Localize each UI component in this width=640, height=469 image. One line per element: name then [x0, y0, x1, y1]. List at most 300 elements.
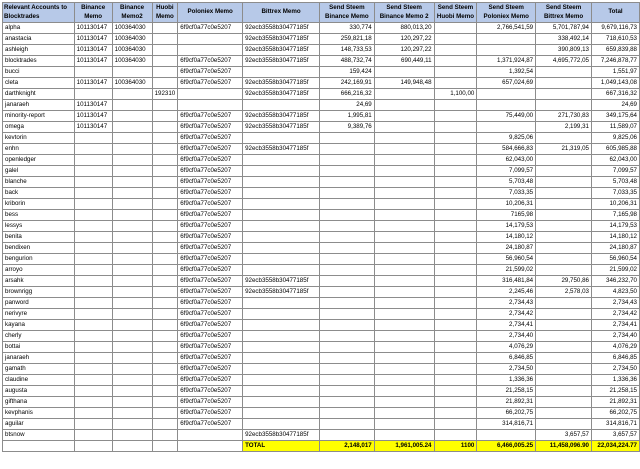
- bittrex-memo-cell: 92ecb3558b30477185f: [243, 78, 320, 89]
- send-poloniex-cell: 66,202,75: [477, 408, 536, 419]
- bittrex-memo-cell: [243, 386, 320, 397]
- binance-memo2-cell: [112, 67, 152, 78]
- send-binance-cell: 259,821,18: [319, 34, 374, 45]
- binance-memo2-cell: [112, 199, 152, 210]
- send-bittrex-cell: [536, 155, 592, 166]
- binance-memo2-cell: [112, 265, 152, 276]
- row-total-cell: 7,033,35: [591, 188, 639, 199]
- table-row: [3, 375, 640, 386]
- huobi-memo-cell: [152, 45, 178, 56]
- huobi-memo-cell: [152, 133, 178, 144]
- binance-memo2-cell: 100364030: [112, 78, 152, 89]
- poloniex-memo-cell: 6f9cf0a77c0e5207: [178, 210, 243, 221]
- send-huobi-cell: [434, 199, 477, 210]
- total-blank-cell: [152, 441, 178, 452]
- row-total-cell: 7,165,98: [591, 210, 639, 221]
- row-total-cell: 1,551,97: [591, 67, 639, 78]
- binance-memo-cell: [74, 221, 112, 232]
- send-binance-cell: [319, 320, 374, 331]
- huobi-memo-cell: [152, 243, 178, 254]
- send-huobi-cell: [434, 67, 477, 78]
- row-total-cell: 659,839,88: [591, 45, 639, 56]
- send-binance2-cell: [374, 155, 434, 166]
- send-huobi-cell: [434, 78, 477, 89]
- row-total-cell: 3,657,57: [591, 430, 639, 441]
- send-bittrex-cell: [536, 331, 592, 342]
- binance-memo-cell: [74, 67, 112, 78]
- row-total-cell: 24,69: [591, 100, 639, 111]
- bittrex-memo-cell: 92ecb3558b30477185f: [243, 56, 320, 67]
- send-huobi-cell: [434, 23, 477, 34]
- total-poloniex: 6,466,005.25: [477, 441, 536, 452]
- send-bittrex-cell: [536, 232, 592, 243]
- poloniex-memo-cell: 6f9cf0a77c0e5207: [178, 419, 243, 430]
- send-huobi-cell: [434, 298, 477, 309]
- send-huobi-cell: [434, 188, 477, 199]
- table-row: [3, 430, 640, 441]
- table-row: [3, 45, 640, 56]
- send-binance-cell: [319, 254, 374, 265]
- huobi-memo-cell: [152, 265, 178, 276]
- binance-memo-cell: [74, 144, 112, 155]
- account-name-cell: openledger: [3, 155, 75, 166]
- send-binance-cell: 242,169,91: [319, 78, 374, 89]
- account-name-cell: enhn: [3, 144, 75, 155]
- send-bittrex-cell: 3,657,57: [536, 430, 592, 441]
- send-binance-cell: [319, 155, 374, 166]
- huobi-memo-cell: [152, 232, 178, 243]
- account-name-cell: arsahk: [3, 276, 75, 287]
- huobi-memo-cell: [152, 408, 178, 419]
- send-poloniex-cell: 314,816,71: [477, 419, 536, 430]
- binance-memo-cell: 101130147: [74, 23, 112, 34]
- binance-memo2-cell: [112, 243, 152, 254]
- binance-memo2-cell: [112, 133, 152, 144]
- binance-memo-cell: [74, 397, 112, 408]
- send-huobi-cell: [434, 386, 477, 397]
- blocktrades-accounts-table: [2, 2, 640, 452]
- huobi-memo-cell: [152, 364, 178, 375]
- table-row: [3, 155, 640, 166]
- send-poloniex-cell: 21,258,15: [477, 386, 536, 397]
- send-binance2-cell: [374, 254, 434, 265]
- account-name-cell: bendixen: [3, 243, 75, 254]
- send-bittrex-cell: [536, 419, 592, 430]
- send-binance2-cell: [374, 100, 434, 111]
- account-name-cell: kayana: [3, 320, 75, 331]
- huobi-memo-cell: [152, 342, 178, 353]
- binance-memo2-cell: [112, 111, 152, 122]
- row-total-cell: 5,703,48: [591, 177, 639, 188]
- send-binance2-cell: [374, 188, 434, 199]
- send-huobi-cell: [434, 155, 477, 166]
- send-poloniex-cell: 4,076,29: [477, 342, 536, 353]
- table-row: [3, 342, 640, 353]
- send-binance-cell: 1,995,81: [319, 111, 374, 122]
- account-name-cell: lessys: [3, 221, 75, 232]
- send-bittrex-cell: [536, 320, 592, 331]
- send-binance2-cell: [374, 430, 434, 441]
- binance-memo2-cell: [112, 287, 152, 298]
- send-poloniex-cell: 7,099,57: [477, 166, 536, 177]
- send-poloniex-cell: [477, 45, 536, 56]
- send-binance-cell: [319, 386, 374, 397]
- send-binance2-cell: [374, 353, 434, 364]
- send-binance2-cell: [374, 375, 434, 386]
- send-binance-cell: [319, 144, 374, 155]
- huobi-memo-cell: [152, 221, 178, 232]
- table-row: [3, 265, 640, 276]
- bittrex-memo-cell: [243, 309, 320, 320]
- send-huobi-cell: [434, 221, 477, 232]
- account-name-cell: bengurion: [3, 254, 75, 265]
- send-bittrex-cell: [536, 353, 592, 364]
- send-bittrex-cell: [536, 210, 592, 221]
- binance-memo-cell: [74, 199, 112, 210]
- binance-memo2-cell: [112, 276, 152, 287]
- send-bittrex-cell: [536, 89, 592, 100]
- binance-memo-cell: [74, 243, 112, 254]
- row-total-cell: 11,589,07: [591, 122, 639, 133]
- send-poloniex-cell: 2,734,42: [477, 309, 536, 320]
- row-total-cell: 4,823,50: [591, 287, 639, 298]
- send-huobi-cell: [434, 100, 477, 111]
- send-poloniex-cell: 2,734,43: [477, 298, 536, 309]
- send-binance2-cell: [374, 122, 434, 133]
- send-binance2-cell: [374, 320, 434, 331]
- binance-memo2-cell: [112, 188, 152, 199]
- row-total-cell: 2,734,42: [591, 309, 639, 320]
- table-row: [3, 166, 640, 177]
- send-bittrex-cell: 21,319,05: [536, 144, 592, 155]
- send-binance2-cell: [374, 232, 434, 243]
- binance-memo-cell: [74, 364, 112, 375]
- binance-memo2-cell: [112, 254, 152, 265]
- account-name-cell: gifthana: [3, 397, 75, 408]
- account-name-cell: nerivyre: [3, 309, 75, 320]
- total-blank-cell: [112, 441, 152, 452]
- table-row: [3, 122, 640, 133]
- huobi-memo-cell: [152, 419, 178, 430]
- total-blank-cell: [74, 441, 112, 452]
- bittrex-memo-cell: 92ecb3558b30477185f: [243, 430, 320, 441]
- row-total-cell: 14,179,53: [591, 221, 639, 232]
- table-row: [3, 221, 640, 232]
- send-huobi-cell: [434, 144, 477, 155]
- send-poloniex-cell: 1,336,36: [477, 375, 536, 386]
- send-binance2-cell: [374, 364, 434, 375]
- binance-memo-cell: [74, 166, 112, 177]
- table-row: [3, 287, 640, 298]
- huobi-memo-cell: [152, 430, 178, 441]
- bittrex-memo-cell: [243, 199, 320, 210]
- send-bittrex-cell: 29,750,86: [536, 276, 592, 287]
- huobi-memo-cell: [152, 111, 178, 122]
- send-binance2-cell: [374, 276, 434, 287]
- row-total-cell: 9,825,06: [591, 133, 639, 144]
- send-huobi-cell: [434, 254, 477, 265]
- row-total-cell: 10,206,31: [591, 199, 639, 210]
- send-huobi-cell: [434, 232, 477, 243]
- send-poloniex-cell: 75,449,00: [477, 111, 536, 122]
- table-row: [3, 243, 640, 254]
- binance-memo2-cell: [112, 419, 152, 430]
- row-total-cell: 6,846,85: [591, 353, 639, 364]
- poloniex-memo-cell: 6f9cf0a77c0e5207: [178, 342, 243, 353]
- send-binance2-cell: [374, 177, 434, 188]
- send-bittrex-cell: [536, 364, 592, 375]
- table-row: [3, 210, 640, 221]
- send-poloniex-cell: 584,666,83: [477, 144, 536, 155]
- account-name-cell: blocktrades: [3, 56, 75, 67]
- bittrex-memo-cell: 92ecb3558b30477185f: [243, 122, 320, 133]
- bittrex-memo-cell: [243, 265, 320, 276]
- bittrex-memo-cell: [243, 188, 320, 199]
- binance-memo-cell: 101130147: [74, 45, 112, 56]
- send-huobi-cell: [434, 342, 477, 353]
- huobi-memo-cell: [152, 397, 178, 408]
- binance-memo-cell: [74, 309, 112, 320]
- table-row: [3, 408, 640, 419]
- account-name-cell: btsnow: [3, 430, 75, 441]
- total-grand: 22,034,224.77: [591, 441, 639, 452]
- table-row: [3, 199, 640, 210]
- send-binance2-cell: [374, 243, 434, 254]
- send-bittrex-cell: 2,578,03: [536, 287, 592, 298]
- account-name-cell: kevtorin: [3, 133, 75, 144]
- bittrex-memo-cell: [243, 243, 320, 254]
- account-name-cell: minority-report: [3, 111, 75, 122]
- poloniex-memo-cell: 6f9cf0a77c0e5207: [178, 221, 243, 232]
- poloniex-memo-cell: 6f9cf0a77c0e5207: [178, 408, 243, 419]
- huobi-memo-cell: [152, 287, 178, 298]
- poloniex-memo-cell: [178, 100, 243, 111]
- huobi-memo-cell: [152, 144, 178, 155]
- send-huobi-cell: [434, 397, 477, 408]
- bittrex-memo-cell: [243, 408, 320, 419]
- row-total-cell: 349,175,64: [591, 111, 639, 122]
- row-total-cell: 2,734,41: [591, 320, 639, 331]
- send-binance-cell: [319, 419, 374, 430]
- send-huobi-cell: [434, 353, 477, 364]
- send-binance-cell: [319, 408, 374, 419]
- send-bittrex-cell: [536, 100, 592, 111]
- send-binance-cell: [319, 353, 374, 364]
- send-poloniex-cell: 2,734,50: [477, 364, 536, 375]
- poloniex-memo-cell: 6f9cf0a77c0e5207: [178, 254, 243, 265]
- send-binance2-cell: [374, 419, 434, 430]
- row-total-cell: 9,679,116,73: [591, 23, 639, 34]
- row-total-cell: 667,316,32: [591, 89, 639, 100]
- table-row: [3, 309, 640, 320]
- total-blank-cell: [178, 441, 243, 452]
- send-binance2-cell: [374, 89, 434, 100]
- send-poloniex-cell: 2,245,46: [477, 287, 536, 298]
- row-total-cell: 2,734,43: [591, 298, 639, 309]
- binance-memo2-cell: [112, 221, 152, 232]
- poloniex-memo-cell: 6f9cf0a77c0e5207: [178, 243, 243, 254]
- send-binance-cell: [319, 430, 374, 441]
- send-poloniex-cell: 56,960,54: [477, 254, 536, 265]
- binance-memo2-cell: [112, 89, 152, 100]
- poloniex-memo-cell: 6f9cf0a77c0e5207: [178, 133, 243, 144]
- row-total-cell: 56,960,54: [591, 254, 639, 265]
- bittrex-memo-cell: 92ecb3558b30477185f: [243, 111, 320, 122]
- send-bittrex-cell: [536, 386, 592, 397]
- header-binance-memo2: Binance Memo2: [112, 3, 152, 23]
- send-poloniex-cell: 6,846,85: [477, 353, 536, 364]
- send-binance2-cell: 690,449,11: [374, 56, 434, 67]
- account-name-cell: panword: [3, 298, 75, 309]
- account-name-cell: arroyo: [3, 265, 75, 276]
- table-row: [3, 111, 640, 122]
- send-bittrex-cell: [536, 243, 592, 254]
- send-bittrex-cell: [536, 188, 592, 199]
- binance-memo-cell: [74, 386, 112, 397]
- binance-memo-cell: [74, 265, 112, 276]
- account-name-cell: aguilar: [3, 419, 75, 430]
- account-name-cell: galel: [3, 166, 75, 177]
- header-bittrex-memo: Bittrex Memo: [243, 3, 320, 23]
- send-poloniex-cell: 2,734,40: [477, 331, 536, 342]
- total-binance2: 1,961,005.24: [374, 441, 434, 452]
- table-row: [3, 67, 640, 78]
- send-binance-cell: [319, 342, 374, 353]
- binance-memo-cell: [74, 133, 112, 144]
- binance-memo2-cell: [112, 100, 152, 111]
- poloniex-memo-cell: 6f9cf0a77c0e5207: [178, 353, 243, 364]
- send-bittrex-cell: [536, 133, 592, 144]
- table-row: [3, 419, 640, 430]
- account-name-cell: anastacia: [3, 34, 75, 45]
- send-binance2-cell: [374, 67, 434, 78]
- table-row: [3, 331, 640, 342]
- send-binance2-cell: [374, 144, 434, 155]
- binance-memo2-cell: [112, 375, 152, 386]
- send-huobi-cell: [434, 408, 477, 419]
- send-poloniex-cell: 14,180,12: [477, 232, 536, 243]
- bittrex-memo-cell: [243, 100, 320, 111]
- binance-memo-cell: [74, 408, 112, 419]
- send-binance-cell: [319, 265, 374, 276]
- send-binance-cell: [319, 177, 374, 188]
- row-total-cell: 7,099,57: [591, 166, 639, 177]
- send-binance2-cell: [374, 397, 434, 408]
- send-binance2-cell: [374, 221, 434, 232]
- send-poloniex-cell: [477, 89, 536, 100]
- account-name-cell: ashleigh: [3, 45, 75, 56]
- table-row: [3, 276, 640, 287]
- send-huobi-cell: [434, 265, 477, 276]
- send-bittrex-cell: 2,199,31: [536, 122, 592, 133]
- poloniex-memo-cell: 6f9cf0a77c0e5207: [178, 56, 243, 67]
- send-huobi-cell: [434, 430, 477, 441]
- row-total-cell: 605,985,88: [591, 144, 639, 155]
- poloniex-memo-cell: [178, 430, 243, 441]
- table-row: [3, 232, 640, 243]
- send-binance-cell: [319, 199, 374, 210]
- table-row: [3, 298, 640, 309]
- binance-memo2-cell: [112, 177, 152, 188]
- send-bittrex-cell: [536, 397, 592, 408]
- table-row: [3, 188, 640, 199]
- send-binance-cell: [319, 298, 374, 309]
- table-row: [3, 353, 640, 364]
- send-huobi-cell: [434, 309, 477, 320]
- send-huobi-cell: [434, 276, 477, 287]
- send-binance-cell: [319, 232, 374, 243]
- total-bittrex: 11,458,096.90: [536, 441, 592, 452]
- binance-memo-cell: [74, 353, 112, 364]
- send-poloniex-cell: 24,180,87: [477, 243, 536, 254]
- total-label: TOTAL: [243, 441, 320, 452]
- poloniex-memo-cell: 6f9cf0a77c0e5207: [178, 122, 243, 133]
- binance-memo-cell: [74, 177, 112, 188]
- send-binance-cell: 330,774: [319, 23, 374, 34]
- send-bittrex-cell: [536, 298, 592, 309]
- send-binance2-cell: [374, 342, 434, 353]
- send-poloniex-cell: 7,033,35: [477, 188, 536, 199]
- total-row: [3, 441, 640, 452]
- bittrex-memo-cell: [243, 177, 320, 188]
- send-binance-cell: [319, 375, 374, 386]
- header-poloniex-memo: Poloniex Memo: [178, 3, 243, 23]
- binance-memo2-cell: [112, 397, 152, 408]
- table-row: [3, 397, 640, 408]
- row-total-cell: 2,734,40: [591, 331, 639, 342]
- poloniex-memo-cell: 6f9cf0a77c0e5207: [178, 364, 243, 375]
- header-total: Total: [591, 3, 639, 23]
- bittrex-memo-cell: 92ecb3558b30477185f: [243, 287, 320, 298]
- account-name-cell: benita: [3, 232, 75, 243]
- huobi-memo-cell: [152, 122, 178, 133]
- send-bittrex-cell: 5,701,787,94: [536, 23, 592, 34]
- poloniex-memo-cell: 6f9cf0a77c0e5207: [178, 375, 243, 386]
- send-huobi-cell: 1,100,00: [434, 89, 477, 100]
- send-binance-cell: 666,216,32: [319, 89, 374, 100]
- send-huobi-cell: [434, 177, 477, 188]
- send-bittrex-cell: [536, 199, 592, 210]
- binance-memo-cell: 101130147: [74, 56, 112, 67]
- total-blank-cell: [3, 441, 75, 452]
- binance-memo-cell: [74, 342, 112, 353]
- account-name-cell: brownrigg: [3, 287, 75, 298]
- header-send-huobi: Send Steem Huobi Memo: [434, 3, 477, 23]
- table-row: [3, 34, 640, 45]
- huobi-memo-cell: [152, 210, 178, 221]
- bittrex-memo-cell: [243, 331, 320, 342]
- account-name-cell: claudine: [3, 375, 75, 386]
- binance-memo-cell: [74, 430, 112, 441]
- send-bittrex-cell: 271,730,83: [536, 111, 592, 122]
- table-row: [3, 364, 640, 375]
- send-poloniex-cell: 21,892,31: [477, 397, 536, 408]
- bittrex-memo-cell: [243, 375, 320, 386]
- send-bittrex-cell: [536, 254, 592, 265]
- binance-memo2-cell: [112, 210, 152, 221]
- send-binance2-cell: [374, 265, 434, 276]
- binance-memo2-cell: 100364030: [112, 23, 152, 34]
- send-poloniex-cell: 1,371,924,87: [477, 56, 536, 67]
- send-huobi-cell: [434, 419, 477, 430]
- row-total-cell: 66,202,75: [591, 408, 639, 419]
- bittrex-memo-cell: [243, 364, 320, 375]
- bittrex-memo-cell: [243, 254, 320, 265]
- binance-memo-cell: [74, 287, 112, 298]
- send-huobi-cell: [434, 111, 477, 122]
- binance-memo-cell: [74, 375, 112, 386]
- binance-memo2-cell: 100364030: [112, 34, 152, 45]
